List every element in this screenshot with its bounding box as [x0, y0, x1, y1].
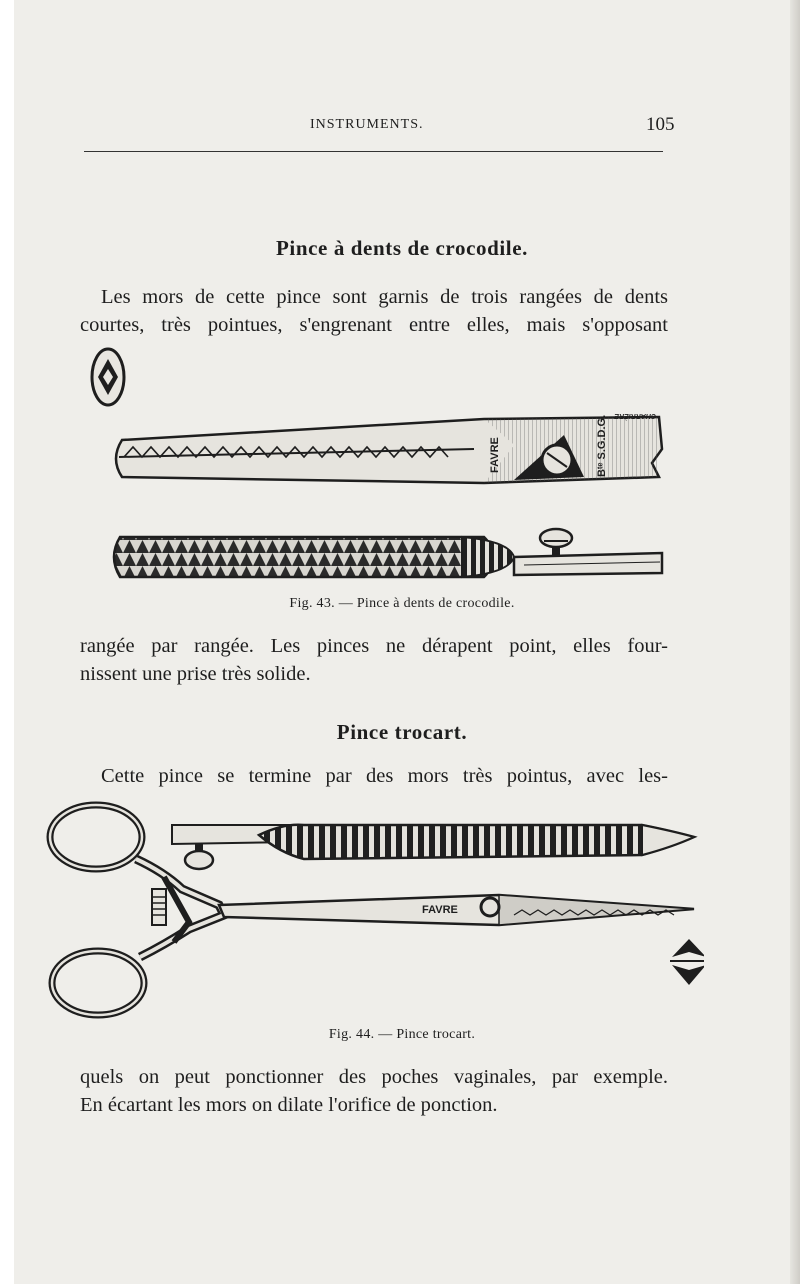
paragraph-line: En écartant les mors on dilate l'orifice de ponction.: [80, 1094, 498, 1116]
forceps-side-view: [116, 412, 662, 483]
section-title-trocar-forceps: Pince trocart.: [336, 720, 468, 744]
paragraph-line: rangée par rangée. Les pinces ne dérapent point, elles four-: [80, 635, 668, 657]
scan-margin-right: [790, 0, 800, 1284]
paragraph-trocar-intro: [80, 762, 668, 790]
scan-margin-left: [0, 0, 14, 1284]
figure-44-caption: Fig. 44. — Pince trocart.: [328, 1027, 476, 1042]
trocar-tip-end-view-icon: [670, 939, 704, 985]
engraving-top: CHARRIÈRE: [614, 412, 656, 419]
trocar-jaw-view: [172, 825, 694, 869]
figure-43-crocodile-forceps: [84, 345, 684, 590]
forceps-jaw-view: [114, 529, 662, 577]
engraving-maker-44: FAVRE: [422, 904, 458, 916]
paragraph-crocodile-continued: [80, 632, 668, 688]
paragraph-line: Cette pince se termine par des mors très pointus, avec les-: [101, 765, 668, 787]
header-rule: [84, 151, 663, 152]
jaw-end-view-icon: [92, 349, 124, 405]
paragraph-trocar-continued: [80, 1063, 668, 1119]
paragraph-line: nissent une prise très solide.: [80, 663, 311, 685]
paragraph-line: Les mors de cette pince sont garnis de trois rangées de dents: [101, 286, 668, 308]
engraving-maker-43: FAVRE: [489, 437, 501, 473]
paragraph-line: courtes, très pointues, s'engrenant entre elles, mais s'opposant: [80, 314, 668, 336]
paragraph-crocodile-intro: [80, 283, 668, 339]
figure-44-trocar-forceps: [44, 797, 704, 1022]
figure-43-caption: Fig. 43. — Pince à dents de crocodile.: [289, 596, 515, 611]
paragraph-line: quels on peut ponctionner des poches vaginales, par exemple.: [80, 1066, 668, 1088]
engraving-patent-mark: Bᵗᵉ S.G.D.G.: [596, 414, 608, 477]
section-title-crocodile-forceps: Pince à dents de crocodile.: [275, 236, 529, 260]
running-title: INSTRUMENTS.: [310, 117, 424, 132]
page-number: 105: [646, 114, 675, 135]
book-page: [14, 0, 790, 1284]
